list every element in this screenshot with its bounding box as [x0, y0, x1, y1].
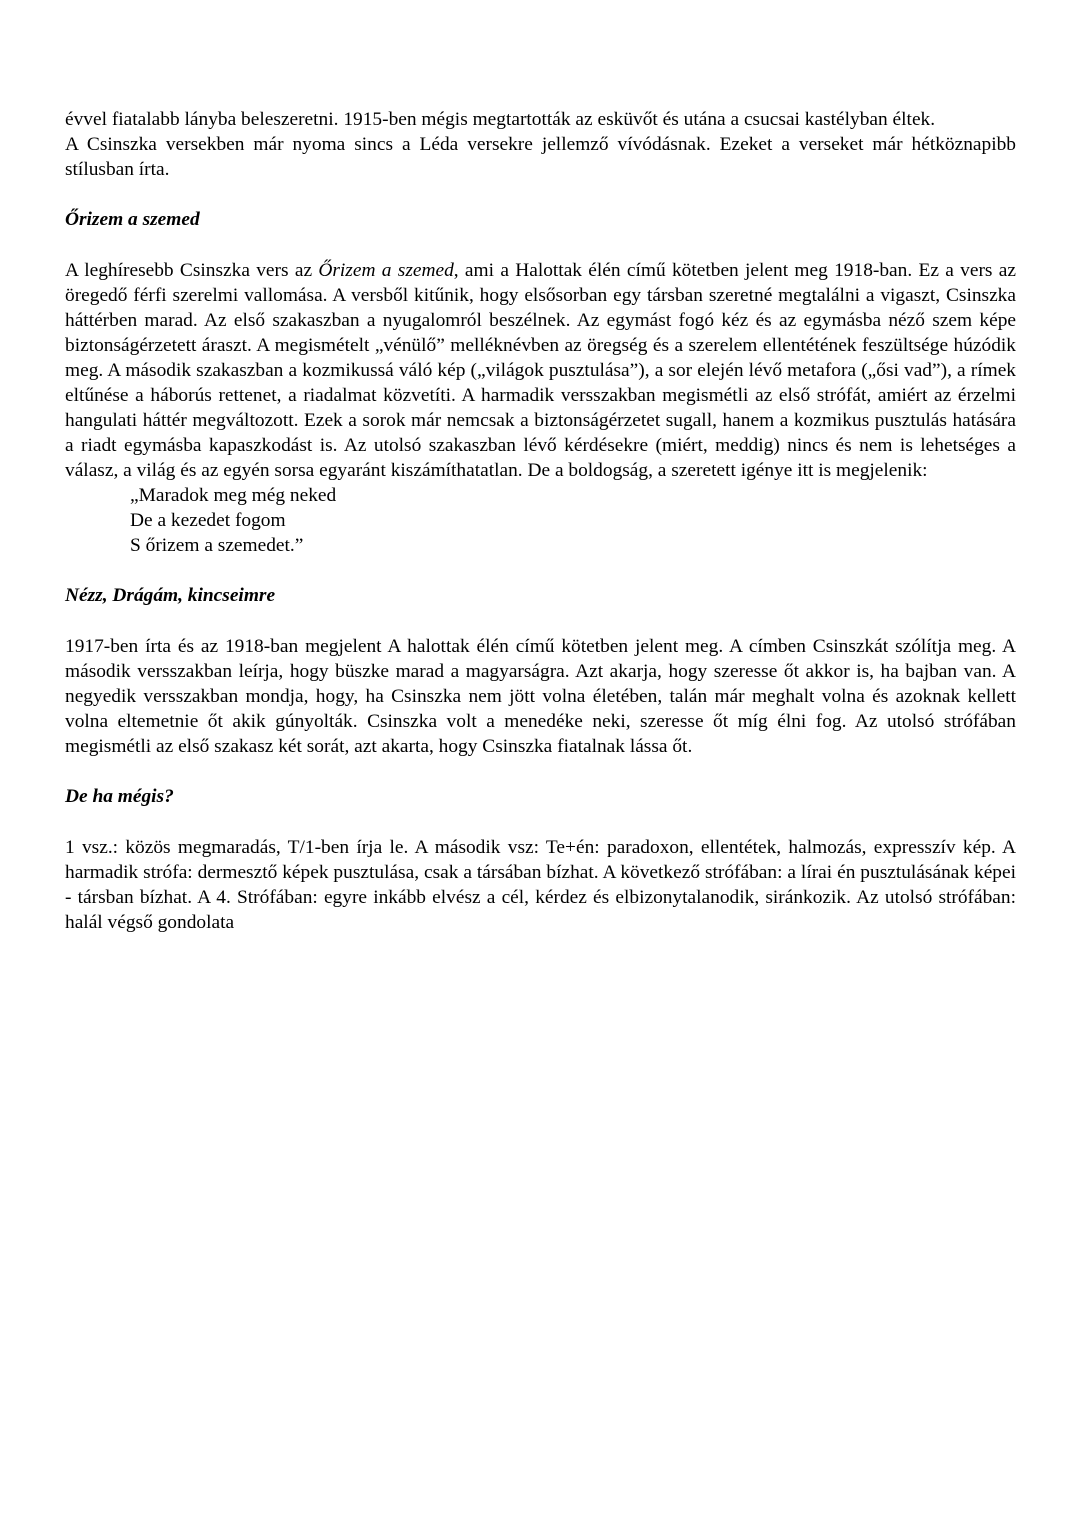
paragraph-text-start: A leghíresebb Csinszka vers az [65, 260, 319, 281]
paragraph-text-rest: , ami a Halottak élén című kötetben jelent meg 1918-ban. Ez a vers az öregedő férfi szerelmi vallomása. A versből kitűnik, hogy elsősorban egy társban szeretné megtalálni a vigaszt, Csinszka háttérben marad. Az első szakaszban a nyugalomról beszélnek. Az egymást fogó kéz és az egymásba néző szem képe biztonságérzetett áraszt. A megismételt „vénülő” melléknévben az öregség és a szerelem ellentétének feszültsége húzódik meg. A második szakaszban a kozmikussá váló kép („világok pusztulása”), a sor elején lévő metafora („ősi vad”), a rímek eltűnése a háborús rettenet, a riadalmat közvetíti. A harmadik versszakban megismétli az első strófát, amiért az érzelmi hangulati háttér megváltozott. Ezek a sorok már nemcsak a biztonságérzetet sugall, hanem a kozmikus pusztulás hatására a riadt egymásba kapaszkodást is. Az utolsó szakaszban lévő kérdésekre (miért, meddig) nincs és nem is lehetséges a válasz, a világ és az egyén sorsa egyaránt kiszámíthatatlan. De a boldogság, a szeretett igénye itt is megjelenik: [65, 260, 1016, 481]
intro-paragraph-1: évvel fiatalabb lányba beleszeretni. 1915-ben mégis megtartották az esküvőt és utána a csucsai kastélyban éltek. [65, 109, 936, 130]
poem-quote [130, 483, 1016, 558]
quote-line: S őrizem a szemedet.” [130, 535, 304, 556]
quote-line: „Maradok meg még neked [130, 485, 337, 506]
intro-paragraph-2: A Csinszka versekben már nyoma sincs a Léda versekre jellemző vívódásnak. Ezeket a verseket már hétköznapibb stílusban írta. [65, 134, 1016, 180]
section-heading-orizem: Őrizem a szemed [65, 209, 200, 230]
section-heading-de-ha-megis: De ha mégis? [65, 786, 174, 807]
section-heading-nezz: Nézz, Drágám, kincseimre [65, 585, 276, 606]
section-paragraph-orizem [65, 258, 1016, 483]
section-paragraph-nezz: 1917-ben írta és az 1918-ban megjelent A halottak élén című kötetben jelent meg. A címben Csinszkát szólítja meg. A második versszakban leírja, hogy büszke marad a magyarságra. Azt akarja, hogy szeresse őt akkor is, ha bajban van. A negyedik versszakban mondja, hogy, ha Csinszka nem jött volna életében, talán már meghalt volna és azoknak kellett volna eltemetnie őt akik gúnyolták. Csinszka volt a menedéke neki, szeresse őt míg élni fog. Az utolsó strófában megismétli az első szakasz két sorát, azt akarta, hogy Csinszka fiatalnak lássa őt. [65, 636, 1016, 757]
poem-title-inline: Őrizem a szemed [318, 260, 454, 281]
section-paragraph-de-ha-megis: 1 vsz.: közös megmaradás, T/1-ben írja le. A második vsz: Te+én: paradoxon, ellentétek, halmozás, expresszív kép. A harmadik strófa: dermesztő képek pusztulása, csak a társában bízhat. A következő strófában: a lírai én pusztulásának képei - társban bízhat. A 4. Strófában: egyre inkább elvész a cél, kérdez és elbizonytalanodik, siránkozik. Az utolsó strófában: halál végső gondolata [65, 837, 1016, 933]
quote-line: De a kezedet fogom [130, 510, 286, 531]
